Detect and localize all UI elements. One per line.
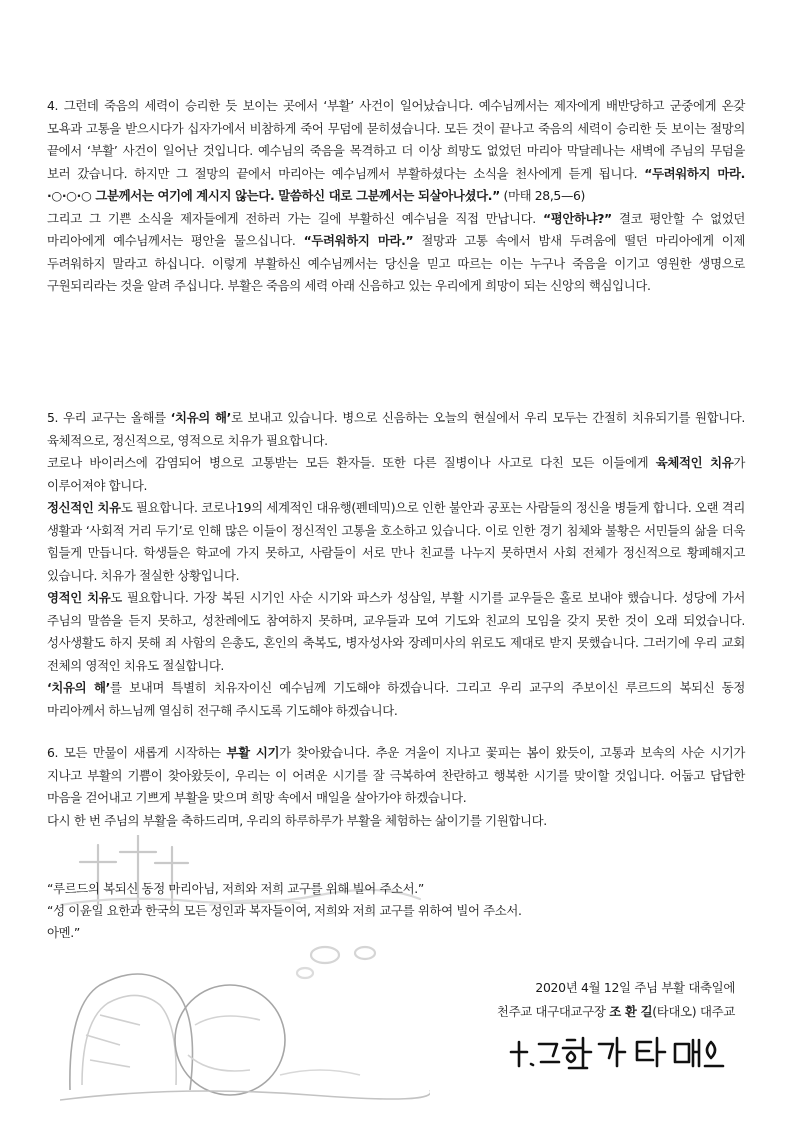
year-of-healing-term: ‘치유의 해’ bbox=[47, 680, 111, 695]
section-4 bbox=[47, 95, 745, 298]
handwritten-signature bbox=[505, 1030, 730, 1075]
section-4-text: 절망과 고통 속에서 밤새 두려움에 떨던 마리아에게 이제 두려워하지 말라고 하십니다. 이렇게 부활하신 예수님께서는 당신을 믿고 따르는 이는 누구나 죽음을 이기고 영원한 생명으로 구원되리라는 것을 알려 주십니다. 부활은 죽음의 세력 아래 신음하고 있는 우리에게 희망이 되는 신앙의 핵심입니다. bbox=[47, 233, 745, 293]
section-4-text: 결코 평안할 수 없었던 마리아에게 예수님께서는 평안을 물으십니다. bbox=[47, 210, 745, 248]
section-6-paragraph-2: 다시 한 번 주님의 부활을 축하드리며, 우리의 하루하루가 부활을 체험하는 삶이기를 기원합니다. bbox=[47, 812, 547, 828]
section-5-paragraph-1 bbox=[47, 407, 745, 452]
section-6-text: 가 찾아왔습니다. 추운 겨울이 지나고 꽃피는 봄이 왔듯이, 고통과 보속의 사순 시기가 지나고 부활의 기쁨이 찾아왔듯이, 우리는 이 어려운 시기를 잘 극복하여 찬란하고 행복한 시기를 맞이할 것입니다. 어둡고 답답한 마음을 걷어내고 기쁘게 부활을 맞으며 희망 속에서 매일을 살아가야 하겠습니다. bbox=[47, 745, 745, 805]
section-5-paragraph-3 bbox=[47, 497, 745, 587]
section-6-text: 6. 모든 만물이 새롭게 시작하는 bbox=[47, 745, 227, 760]
prayer-amen: 아멘.” bbox=[47, 925, 80, 940]
quote-peace: “평안하냐?” bbox=[542, 210, 612, 226]
scripture-reference: (마태 28,5—6) bbox=[499, 188, 586, 203]
prayer-line: “루르드의 복되신 동정 마리아님, 저희와 저희 교구를 위해 빌어 주소서.” bbox=[47, 881, 424, 896]
prayer-line: “성 이윤일 요한과 한국의 모든 성인과 복자들이여, 저희와 저희 교구를 위하여 빌어 주소서. bbox=[47, 903, 522, 918]
section-4-text: 4. 그런데 죽음의 세력이 승리한 듯 보이는 곳에서 ‘부활’ 사건이 일어났습니다. 예수님께서는 제자에게 배반당하고 군중에게 온갖 모욕과 고통을 받으시다가 십자가에서 비참하게 죽어 무덤에 묻히셨습니다. 모든 것이 끝나고 죽음의 세력이 승리한 듯 보이는 절망의 끝에서 ‘부활’ 사건이 일어난 것입니다. 예수님의 죽음을 목격하고 더 이상 희망도 없었던 마리아 막달레나는 새벽에 주님의 무덤을 보러 갔습니다. 하지만 그 절망의 끝에서 마리아는 예수님께서 부활하셨다는 소식을 천사에게 듣게 됩니다. bbox=[47, 98, 745, 181]
section-5-text: 5. 우리 교구는 올해를 bbox=[47, 410, 171, 425]
scripture-quote: “두려워하지 마라. ·○·○·○ 그분께서는 여기에 계시지 않는다. 말씀하신 대로 그분께서는 되살아나셨다.” bbox=[47, 165, 745, 203]
section-5-paragraph-5 bbox=[47, 677, 745, 722]
closing-author bbox=[497, 1000, 735, 1024]
author-title: 천주교 대구대교구장 bbox=[496, 1004, 610, 1019]
physical-healing-term: 육체적인 치유 bbox=[655, 455, 734, 470]
closing-block bbox=[497, 976, 735, 1024]
author-baptismal-name: (타대오) 대주교 bbox=[652, 1004, 735, 1019]
section-5-text: 도 필요합니다. 가장 복된 시기인 사순 시기와 파스카 성삼일, 부활 시기를 교우들은 홀로 보내야 했습니다. 성당에 가서 주님의 말씀을 듣지 못하고, 성찬례에도 참여하지 못하며, 교우들과 모여 기도와 친교의 모임을 갖지 못한 것이 오래 되었습니다. 성사생활도 하지 못해 죄 사함의 은총도, 혼인의 축복도, 병자성사와 장례미사의 위로도 제대로 받지 못했습니다. 그러기에 우리 교회 전체의 영적인 치유도 절실합니다. bbox=[47, 590, 746, 673]
year-of-healing-term: ‘치유의 해’ bbox=[170, 410, 232, 425]
section-5 bbox=[47, 407, 745, 722]
section-5-paragraph-4 bbox=[47, 587, 745, 677]
section-5-text: 도 필요합니다. 코로나19의 세계적인 대유행(펜데믹)으로 인한 불안과 공포는 사람들의 정신을 병들게 합니다. 오랜 격리 생활과 ‘사회적 거리 두기’로 인해 많은 이들이 정신적인 고통을 호소하고 있습니다. 이로 인한 경기 침체와 불황은 서민들의 삶을 더욱 힘들게 만듭니다. 학생들은 학교에 가지 못하고, 사람들이 서로 만나 친교를 나누지 못하면서 사회 전체가 정신적으로 황폐해지고 있습니다. 치유가 절실한 상황입니다. bbox=[47, 500, 745, 583]
section-5-paragraph-2 bbox=[47, 452, 745, 497]
section-5-text: 로 보내고 있습니다. 병으로 신음하는 오늘의 현실에서 우리 모두는 간절히 치유되기를 원합니다. 육체적으로, 정신적으로, 영적으로 치유가 필요합니다. bbox=[47, 410, 746, 448]
quote-fear-not: “두려워하지 마라.” bbox=[303, 233, 414, 248]
section-6 bbox=[47, 742, 745, 832]
easter-season-term: 부활 시기 bbox=[226, 745, 280, 760]
section-5-text: 를 보내며 특별히 치유자이신 예수님께 기도해야 하겠습니다. 그리고 우리 교구의 주보이신 루르드의 복되신 동정 마리아께서 하느님께 열심히 전구해 주시도록 기도해야 하겠습니다. bbox=[47, 680, 746, 718]
closing-prayers bbox=[47, 878, 667, 944]
author-name: 조 환 길 bbox=[609, 1004, 653, 1019]
section-4-paragraph-1 bbox=[47, 95, 745, 208]
closing-date: 2020년 4월 12일 주님 부활 대축일에 bbox=[535, 980, 735, 995]
section-4-text: 그리고 그 기쁜 소식을 제자들에게 전하러 가는 길에 부활하신 예수님을 직접 만납니다. bbox=[47, 210, 543, 226]
section-4-paragraph-2 bbox=[47, 208, 745, 298]
mental-healing-term: 정신적인 치유 bbox=[47, 500, 121, 515]
section-6-paragraph-1 bbox=[47, 742, 745, 810]
section-5-text: 코로나 바이러스에 감염되어 병으로 고통받는 모든 환자들. 또한 다른 질병이나 사고로 다친 모든 이들에게 bbox=[47, 455, 656, 470]
spiritual-healing-term: 영적인 치유 bbox=[47, 590, 111, 605]
section-5-text: 가 이루어져야 합니다. bbox=[47, 455, 745, 493]
